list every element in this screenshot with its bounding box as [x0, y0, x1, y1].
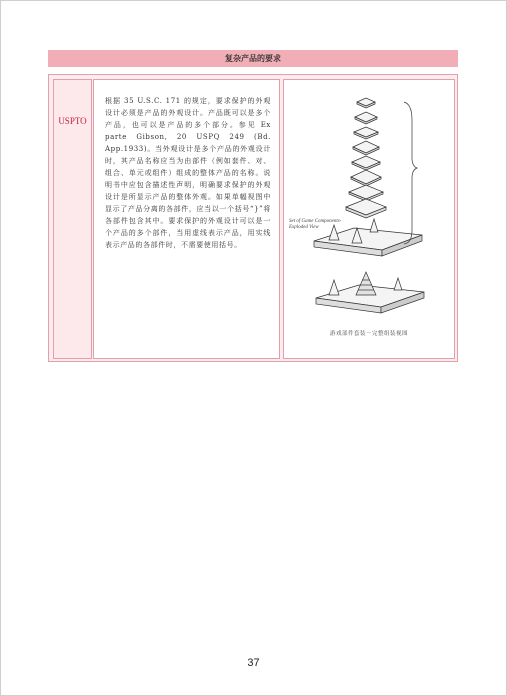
office-label: USPTO: [58, 116, 87, 126]
stacked-tiles: [346, 98, 386, 218]
grouping-bracket: [404, 102, 417, 244]
figure-label: Set of Game Components-Exploded View: [289, 219, 342, 230]
section-header: [48, 50, 458, 67]
office-label-cell: [53, 79, 92, 359]
page-number: 37: [247, 657, 260, 669]
game-board-assembled: [316, 272, 424, 313]
requirements-table: [48, 74, 458, 362]
figure-cell: [283, 79, 455, 359]
figure-caption: 游戏部件套装－完整组装视图: [329, 331, 408, 337]
description-text: 根据 35 U.S.C. 171 的规定，要求保护的外观设计必须是产品的外观设计。产品既可以是多个产品，也可以是产品的多个部分。参见 Ex parte Gibson, 20 USPQ 249 (Bd. App.1933)。当外观设计是多个产品的外观设计时，其产品名称应当为由部件（例如套件、对、组合、单元或组件）组成的整体产品的名称。说明书中应包含描述性声明，明确要求保护的外观设计是所显示产品的整体外观。如果单幅视图中显示了产品分离的各部件，应当以一个括号“}”将各部件包含其中。要求保护的外观设计可以是一个产品的多个部件，当用虚线表示产品，用实线表示产品的各部件时，不需要使用括号。: [105, 97, 271, 249]
section-title: 复杂产品的要求: [225, 53, 281, 63]
description-cell: [93, 79, 280, 359]
